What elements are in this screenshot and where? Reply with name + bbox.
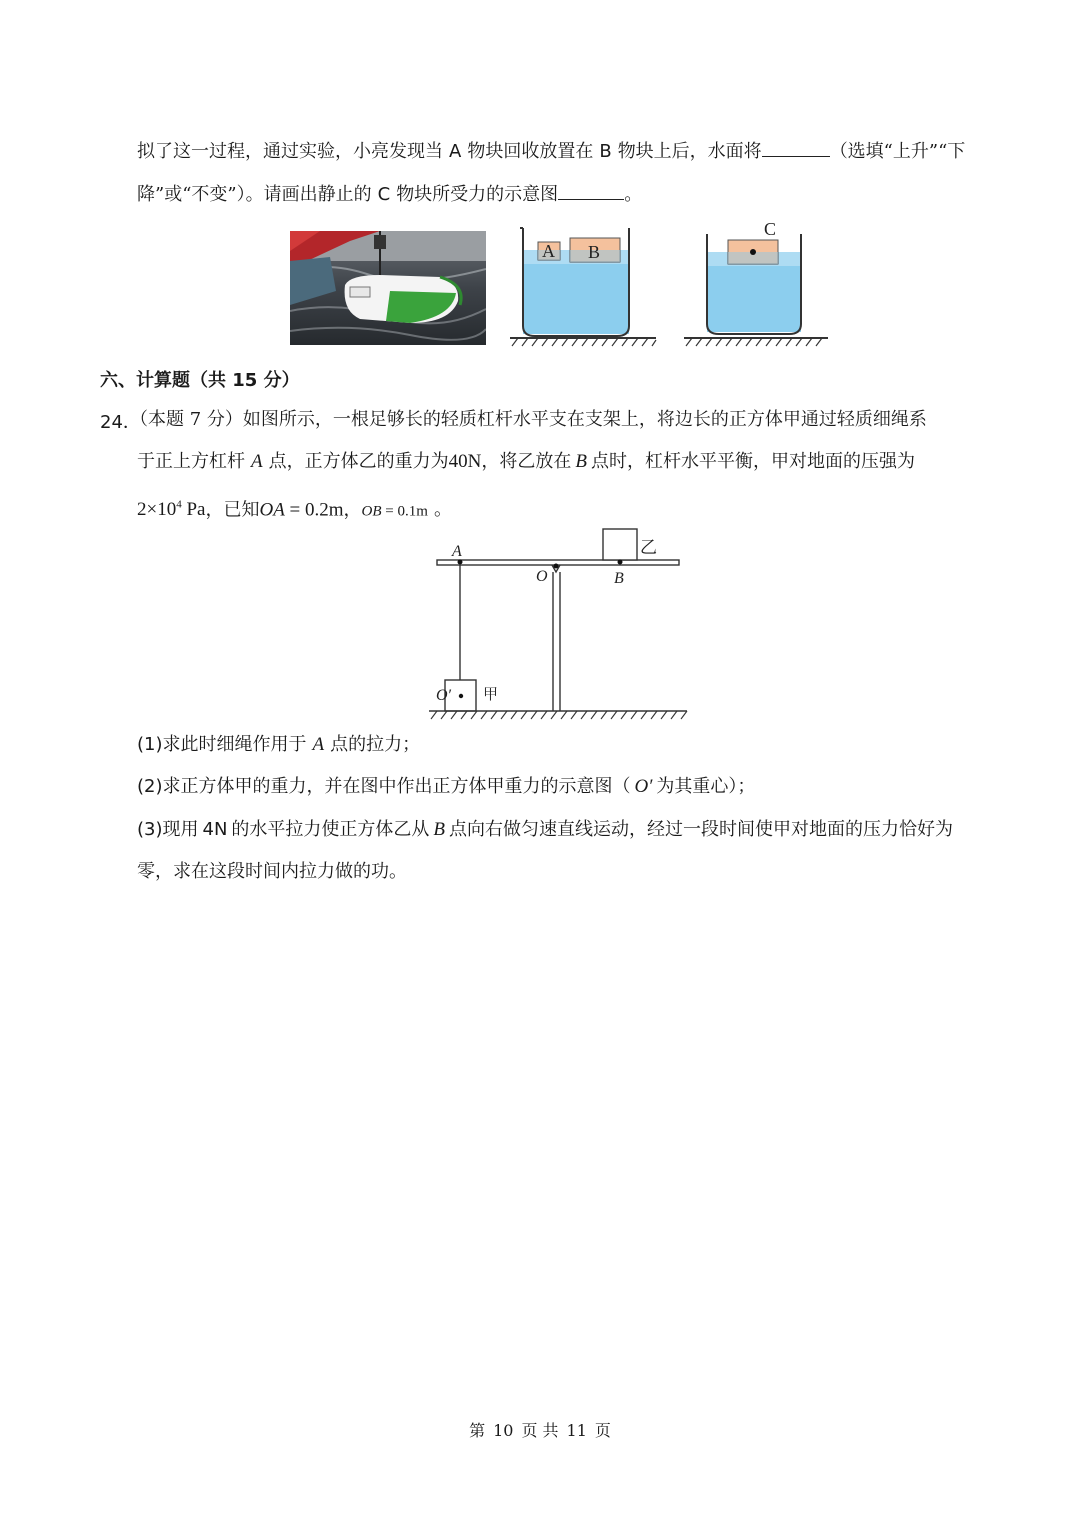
- block-jia-label: 甲: [483, 685, 499, 703]
- block-b-label: B: [588, 242, 601, 262]
- page-footer: 第 10 页 共 11 页: [469, 1421, 611, 1440]
- q24-text-line-1: （本题 7 分）如图所示，一根足够长的轻质杠杆水平支在支架上，将边长的正方体甲通过轻质细绳系: [130, 409, 927, 430]
- lever-diagram: [425, 525, 695, 721]
- q24-sub-3: (3)现用 4N 的水平拉力使正方体乙从 B 点向右做匀速直线运动，经过一段时间使甲对地面的压力恰好为: [137, 819, 954, 840]
- centroid-o-prime-label: O′: [436, 687, 452, 704]
- block-a-label: A: [542, 241, 555, 261]
- point-b-label: B: [614, 570, 624, 587]
- q23-text-line-2: 降”或“不变”）。请画出静止的 C 物块所受力的示意图 。: [137, 181, 642, 207]
- q24-text-line-3: $2\times 10^4$ Pa，已知OA = 0.2m，OB = 0.1m 。: [137, 499, 452, 521]
- q24-sub-2: (2)求正方体甲的重力，并在图中作出正方体甲重力的示意图（ O′ 为其重心）；: [137, 776, 756, 797]
- answer-blank-1[interactable]: [762, 138, 830, 157]
- block-c-label: C: [764, 219, 777, 239]
- pressure-value: $2\times 10^4$ Pa: [137, 499, 206, 521]
- beaker-a-b-diagram: [508, 222, 660, 350]
- q24-sub-1: (1)求此时细绳作用于 A 点的拉力；: [137, 734, 421, 755]
- q23-text-line-1: 拟了这一过程，通过实验，小亮发现当 A 物块回收放置在 B 物块上后，水面将 （选填“上升”“下: [137, 138, 965, 164]
- point-a-label: A: [452, 543, 462, 560]
- q24-text-line-2: 于正上方杠杆 A 点，正方体乙的重力为40N，将乙放在 B 点时，杠杆水平平衡，甲对地面的压强为: [137, 451, 915, 472]
- submersible-photo: [290, 231, 486, 345]
- answer-blank-2[interactable]: [558, 181, 624, 200]
- pivot-o-label: O: [536, 568, 548, 585]
- page-number: 10: [493, 1421, 514, 1440]
- page-total: 11: [566, 1421, 587, 1440]
- section-6-heading: 六、计算题（共 15 分）: [100, 370, 300, 391]
- beaker-c-diagram: [682, 218, 832, 350]
- q24-sub-3-cont: 零，求在这段时间内拉力做的功。: [137, 861, 407, 882]
- block-yi-label: 乙: [640, 538, 657, 558]
- question-24-number: 24．: [100, 412, 141, 433]
